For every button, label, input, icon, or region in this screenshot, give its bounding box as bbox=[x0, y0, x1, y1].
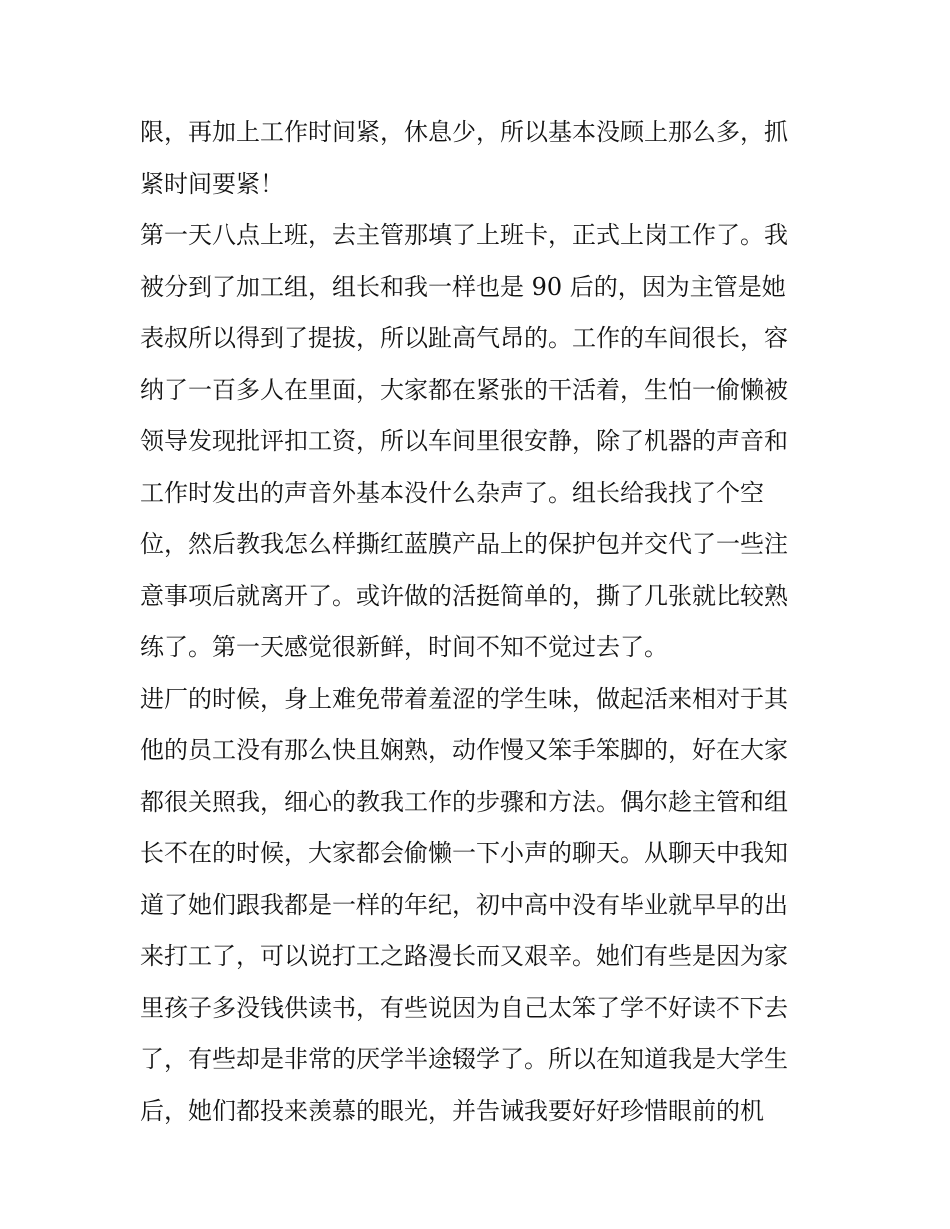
text-line: 了，有些却是非常的厌学半途辍学了。所以在知道我是大学生 bbox=[140, 1045, 788, 1073]
text-line: 表叔所以得到了提拔，所以趾高气昂的。工作的车间很长，容 bbox=[140, 324, 788, 352]
text-line: 领导发现批评扣工资，所以车间里很安静，除了机器的声音和 bbox=[140, 427, 788, 455]
text-line: 来打工了，可以说打工之路漫长而又艰辛。她们有些是因为家 bbox=[140, 942, 788, 970]
text-line: 进厂的时候，身上难免带着羞涩的学生味，做起活来相对于其 bbox=[140, 684, 788, 713]
text-line: 里孩子多没钱供读书，有些说因为自己太笨了学不好读不下去 bbox=[140, 993, 788, 1022]
text-line: 限，再加上工作时间紧，休息少，所以基本没顾上那么多，抓 bbox=[140, 118, 788, 146]
text-line: 位，然后教我怎么样撕红蓝膜产品上的保护包并交代了一些注 bbox=[140, 530, 788, 558]
text-line: 道了她们跟我都是一样的年纪，初中高中没有毕业就早早的出 bbox=[140, 890, 788, 919]
text-line: 紧时间要紧！ bbox=[140, 169, 284, 198]
text-line: 工作时发出的声音外基本没什么杂声了。组长给我找了个空 bbox=[140, 478, 764, 507]
body-text bbox=[140, 107, 830, 1137]
text-line: 都很关照我，细心的教我工作的步骤和方法。偶尔趁主管和组 bbox=[140, 787, 788, 816]
text-line: 后，她们都投来羡慕的眼光，并告诫我要好好珍惜眼前的机 bbox=[140, 1096, 764, 1125]
text-line: 他的员工没有那么快且娴熟，动作慢又笨手笨脚的，好在大家 bbox=[140, 736, 788, 764]
text-line: 长不在的时候，大家都会偷懒一下小声的聊天。从聊天中我知 bbox=[140, 839, 788, 867]
text-line: 纳了一百多人在里面，大家都在紧张的干活着，生怕一偷懒被 bbox=[140, 375, 788, 404]
text-line: 被分到了加工组，组长和我一样也是 90 后的，因为主管是她 bbox=[140, 272, 786, 301]
text-line: 第一天八点上班，去主管那填了上班卡，正式上岗工作了。我 bbox=[140, 221, 788, 249]
text-line: 意事项后就离开了。或许做的活挺简单的，撕了几张就比较熟 bbox=[140, 581, 788, 610]
text-line: 练了。第一天感觉很新鲜，时间不知不觉过去了。 bbox=[140, 633, 668, 661]
